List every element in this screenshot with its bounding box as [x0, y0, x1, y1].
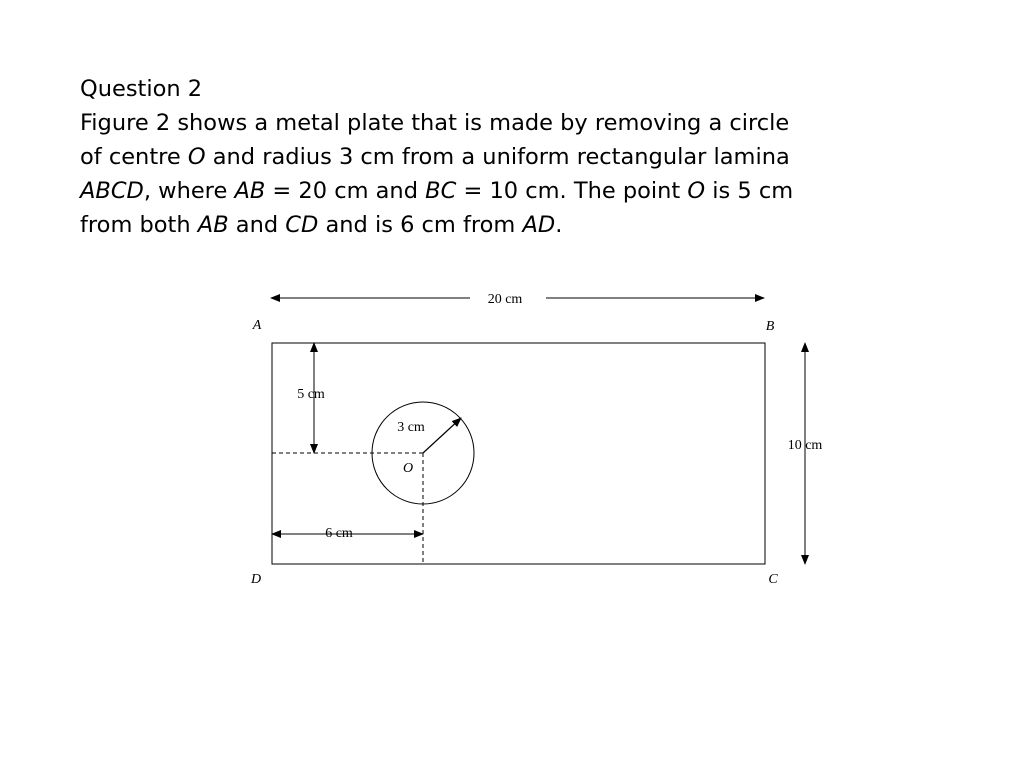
text-segment: = 10 cm. The point — [456, 178, 688, 204]
math-symbol: BC — [425, 178, 457, 204]
point-a-label: A — [252, 318, 262, 333]
question-heading: Question 2 — [80, 76, 203, 102]
top-distance-label: 5 cm — [297, 387, 325, 402]
text-segment: from both — [80, 212, 198, 238]
text-segment: and radius 3 cm from a uniform rectangular lamina — [205, 144, 790, 170]
point-c-label: C — [768, 572, 778, 587]
math-symbol: AB — [234, 178, 266, 204]
point-o-label: O — [402, 461, 414, 476]
radius-label: 3 cm — [397, 420, 425, 435]
math-symbol: CD — [285, 212, 319, 238]
math-symbol: AD — [522, 212, 556, 238]
math-symbol: O — [187, 144, 206, 170]
text-segment: of centre — [80, 144, 188, 170]
math-symbol: O — [687, 178, 706, 204]
text-segment: , where — [143, 178, 235, 204]
point-d-label: D — [250, 572, 262, 587]
radius-arrow — [423, 418, 461, 453]
text-segment: = 20 cm and — [265, 178, 426, 204]
height-label: 10 cm — [787, 438, 823, 453]
text-segment: . — [555, 212, 563, 238]
left-distance-label: 6 cm — [325, 526, 353, 541]
point-b-label: B — [765, 319, 775, 334]
text-segment: Figure 2 shows a metal plate that is made by removing a circle — [80, 110, 790, 136]
text-segment: and — [228, 212, 286, 238]
math-symbol: ABCD — [80, 178, 144, 204]
text-segment: and is 6 cm from — [318, 212, 523, 238]
text-segment: is 5 cm — [705, 178, 794, 204]
width-label: 20 cm — [487, 292, 523, 307]
math-symbol: AB — [197, 212, 229, 238]
